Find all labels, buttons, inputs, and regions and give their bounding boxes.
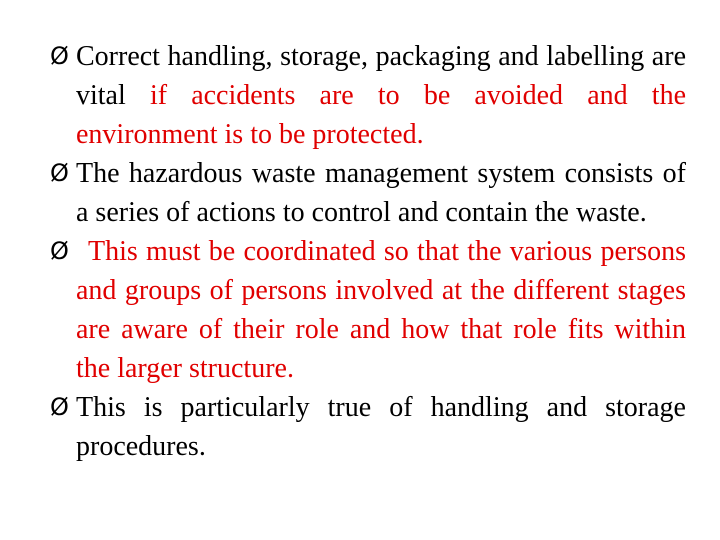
- bullet-text-emphasis: if accidents are to be avoided and the environment is to be protected.: [76, 80, 686, 150]
- arrow-bullet-icon: Ø: [50, 42, 69, 70]
- bullet-text-emphasis: This must be coordinated so that the various persons and groups of persons involved at the different stages are aware of their role and how that role fits within the larger structure.: [76, 236, 686, 384]
- arrow-bullet-icon: Ø: [50, 237, 69, 265]
- bullet-item: [50, 232, 686, 388]
- bullet-text: Correct handling, storage, packaging and labelling are vital: [76, 41, 686, 111]
- bullet-item: [50, 154, 686, 232]
- bullet-item: [50, 37, 686, 154]
- arrow-bullet-icon: Ø: [50, 159, 69, 187]
- bullet-text: The hazardous waste management system consists of a series of actions to control and contain the waste.: [76, 158, 686, 228]
- bullet-item: [50, 388, 686, 466]
- bullet-text: This is particularly true of handling and storage procedures.: [76, 392, 686, 462]
- slide-body: [50, 37, 686, 466]
- arrow-bullet-icon: Ø: [50, 393, 69, 421]
